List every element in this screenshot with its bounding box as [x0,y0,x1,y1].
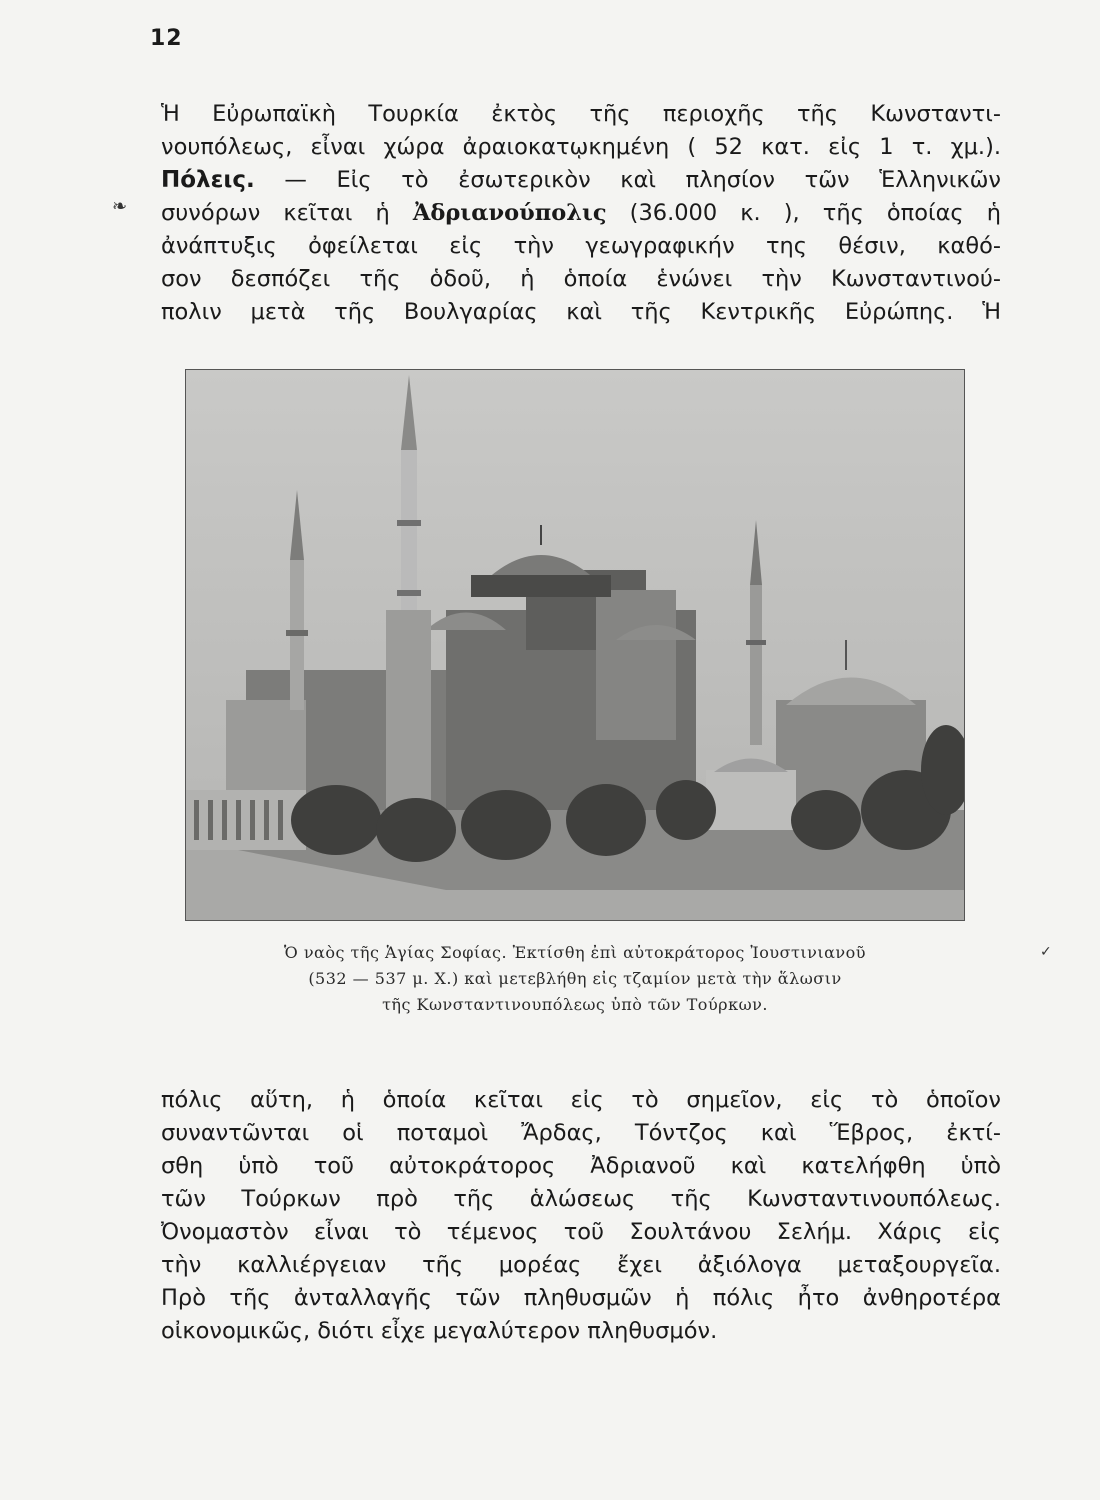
text-line: πόλις αὕτη, ἡ ὁποία κεῖται εἰς τὸ σημεῖον, εἰς τὸ ὁποῖον [161,1087,1001,1113]
text-line [161,197,1001,230]
page-number: 12 [150,26,183,51]
text-line: Ὀνομαστὸν εἶναι τὸ τέμενος τοῦ Σουλτάνου Σελήμ. Χάρις εἰς [161,1219,1001,1245]
text-line: Ἡ Εὐρωπαϊκὴ Τουρκία ἐκτὸς τῆς περιοχῆς τῆς Κωνσταντι- [161,101,1001,127]
caption-line: τῆς Κωνσταντινουπόλεως ὑπὸ τῶν Τούρκων. [382,995,768,1014]
hagia-sophia-illustration [186,370,964,920]
text-line: οἰκονομικῶς, διότι εἶχε μεγαλύτερον πληθυσμόν. [161,1318,718,1344]
figure-caption [175,940,975,1018]
section-heading-cities: Πόλεις. [161,167,255,193]
text-line: Πρὸ τῆς ἀνταλλαγῆς τῶν πληθυσμῶν ἡ πόλις ἦτο ἀνθηροτέρα [161,1285,1001,1311]
text-line: νουπόλεως, εἶναι χώρα ἀραιοκατῳκημένη ( 52 κατ. εἰς 1 τ. χμ.). [161,134,1001,160]
text-fragment: (36.000 κ. ), τῆς ὁποίας ἡ [606,200,1001,226]
text-fragment: — Εἰς τὸ ἐσωτερικὸν καὶ πλησίον τῶν Ἑλληνικῶν [254,167,1001,193]
text-line: σον δεσπόζει τῆς ὁδοῦ, ἡ ὁποία ἑνώνει τὴν Κωνσταντινού- [161,266,1001,292]
text-line: πολιν μετὰ τῆς Βουλγαρίας καὶ τῆς Κεντρικῆς Εὐρώπης. Ἡ [161,299,1001,325]
caption-line: Ὁ ναὸς τῆς Ἁγίας Σοφίας. Ἐκτίσθη ἐπὶ αὐτοκράτορος Ἰουστινιανοῦ [283,943,867,962]
text-fragment: συνόρων κεῖται ἡ [161,200,413,226]
paragraph-intro [161,98,1001,329]
text-line [161,164,1001,197]
text-line: τῶν Τούρκων πρὸ τῆς ἁλώσεως τῆς Κωνσταντινουπόλεως. [161,1186,1001,1212]
margin-mark: ✓ [1040,944,1052,960]
text-line: τὴν καλλιέργειαν τῆς μορέας ἔχει ἀξιόλογα μεταξουργεῖα. [161,1252,1001,1278]
text-line: σθη ὑπὸ τοῦ αὐτοκράτορος Ἀδριανοῦ καὶ κατελήφθη ὑπὸ [161,1153,1001,1179]
city-name-adrianople: Ἀδριανούπολις [412,200,607,226]
text-line: ἀνάπτυξις ὀφείλεται εἰς τὴν γεωγραφικήν της θέσιν, καθό- [161,233,1001,259]
text-line: συναντῶνται οἱ ποταμοὶ Ἄρδας, Τόντζος καὶ Ἕβρος, ἐκτί- [161,1120,1001,1146]
caption-line: (532 — 537 μ. Χ.) καὶ μετεβλήθη εἰς τζαμίον μετὰ τὴν ἅλωσιν [308,969,842,988]
hagia-sophia-photo [185,369,965,921]
paragraph-adrianople [161,1084,1001,1348]
margin-mark: ❧ [112,196,128,217]
